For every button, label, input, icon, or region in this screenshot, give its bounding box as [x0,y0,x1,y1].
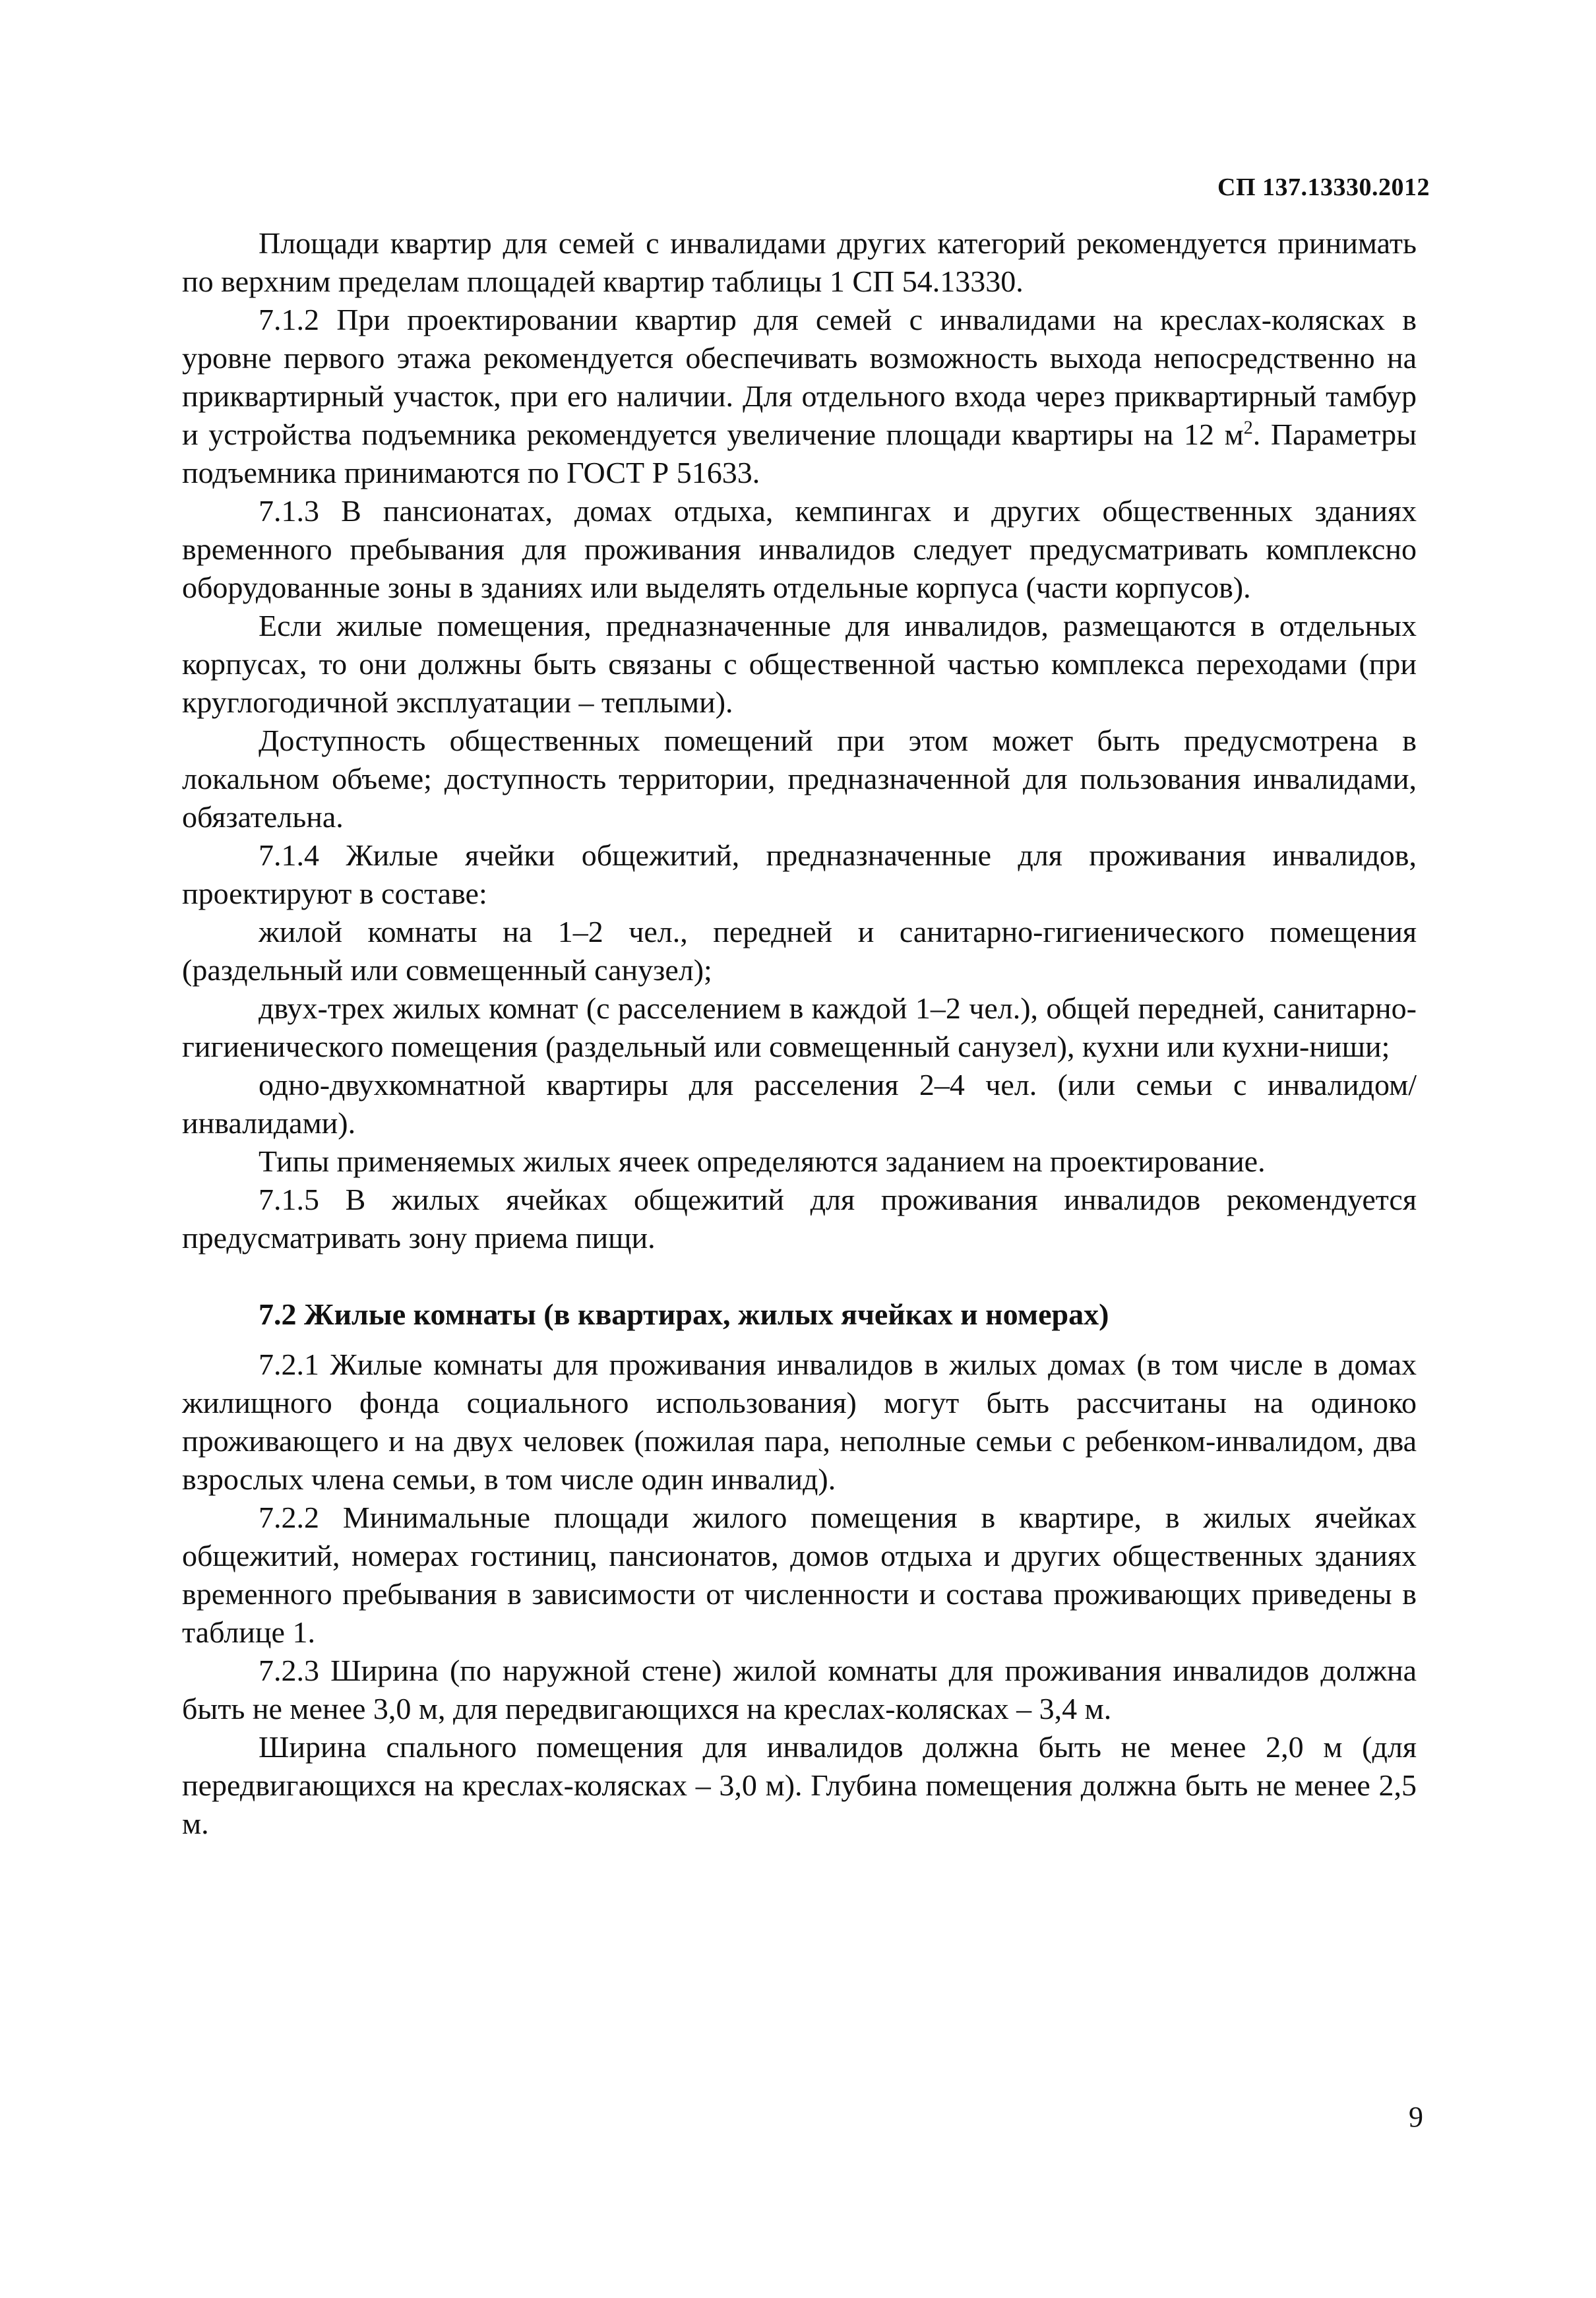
paragraph-7-1-2-text-b: . Параметры подъемника принимаются по ГОСТ Р 51633. [182,418,1417,489]
paragraph-accessibility: Доступность общественных помещений при этом может быть предусмотрена в локальном объеме; доступность территории, предназначенной для пользования инвалидами, обязательна. [182,724,1417,834]
paragraph-7-2-1: 7.2.1 Жилые комнаты для проживания инвалидов в жилых домах (в том числе в домах жилищного фонда социального использования) могут быть рассчитаны на одиноко проживающего и на двух человек (пожилая пара, неполные семьи с ребенком-инвалидом, два взрослых члена семьи, в том числе один инвалид). [182,1348,1417,1496]
list-item-single-room: жилой комнаты на 1–2 чел., передней и санитарно-гигиенического помещения (раздельный или совмещенный санузел); [182,915,1417,987]
superscript-square: 2 [1243,418,1253,439]
paragraph-7-2-2: 7.2.2 Минимальные площади жилого помещения в квартире, в жилых ячейках общежитий, номерах гостиниц, пансионатов, домов отдыха и других общественных зданиях временного пребывания в зависимости от численности и состава проживающих приведены в таблице 1. [182,1501,1417,1649]
paragraph-bedroom-width: Ширина спального помещения для инвалидов должна быть не менее 2,0 м (для передвигающихся на креслах-колясках – 3,0 м). Глубина помещения должна быть не менее 2,5 м. [182,1730,1417,1840]
paragraph-7-1-2-text-a: 7.1.2 При проектировании квартир для семей с инвалидами на креслах-колясках в уровне первого этажа рекомендуется обеспечивать возможность выхода непосредственно на приквартирный участок, при его наличии. Для отдельного входа через приквартирный тамбур и устройства подъемника рекомендуется увеличение площади квартиры на 12 м [182,303,1417,451]
list-item-apartment: одно-двухкомнатной квартиры для расселения 2–4 чел. (или семьи с инвалидом/инвалидами). [182,1068,1417,1140]
list-item-two-three-rooms: двух-трех жилых комнат (с расселением в каждой 1–2 чел.), общей передней, санитарно-гигиенического помещения (раздельный или совмещенный санузел), кухни или кухни-ниши; [182,991,1417,1063]
paragraph-7-1-3: 7.1.3 В пансионатах, домах отдыха, кемпингах и других общественных зданиях временного пребывания для проживания инвалидов следует предусматривать комплексно оборудованные зоны в зданиях или выделять отдельные корпуса (части корпусов). [182,494,1417,604]
page-number: 9 [1409,2101,1423,2133]
paragraph-separate-buildings: Если жилые помещения, предназначенные для инвалидов, размещаются в отдельных корпусах, то они должны быть связаны с общественной частью комплекса переходами (при круглогодичной эксплуатации – теплыми). [182,609,1417,719]
document-body [182,224,1417,1843]
paragraph-7-1-2 [182,301,1417,492]
document-code: СП 137.13330.2012 [1217,173,1430,201]
paragraph-7-1-4: 7.1.4 Жилые ячейки общежитий, предназначенные для проживания инвалидов, проектируют в составе: [182,838,1417,910]
paragraph-7-2-3: 7.2.3 Ширина (по наружной стене) жилой комнаты для проживания инвалидов должна быть не менее 3,0 м, для передвигающихся на креслах-колясках – 3,4 м. [182,1654,1417,1725]
paragraph-7-1-5: 7.1.5 В жилых ячейках общежитий для проживания инвалидов рекомендуется предусматривать зону приема пищи. [182,1183,1417,1255]
paragraph-apartment-areas: Площади квартир для семей с инвалидами других категорий рекомендуется принимать по верхним пределам площадей квартир таблицы 1 СП 54.13330. [182,226,1417,298]
paragraph-cell-types: Типы применяемых жилых ячеек определяются заданием на проектирование. [259,1144,1266,1178]
section-heading-7-2: 7.2 Жилые комнаты (в квартирах, жилых ячейках и номерах) [259,1297,1109,1331]
